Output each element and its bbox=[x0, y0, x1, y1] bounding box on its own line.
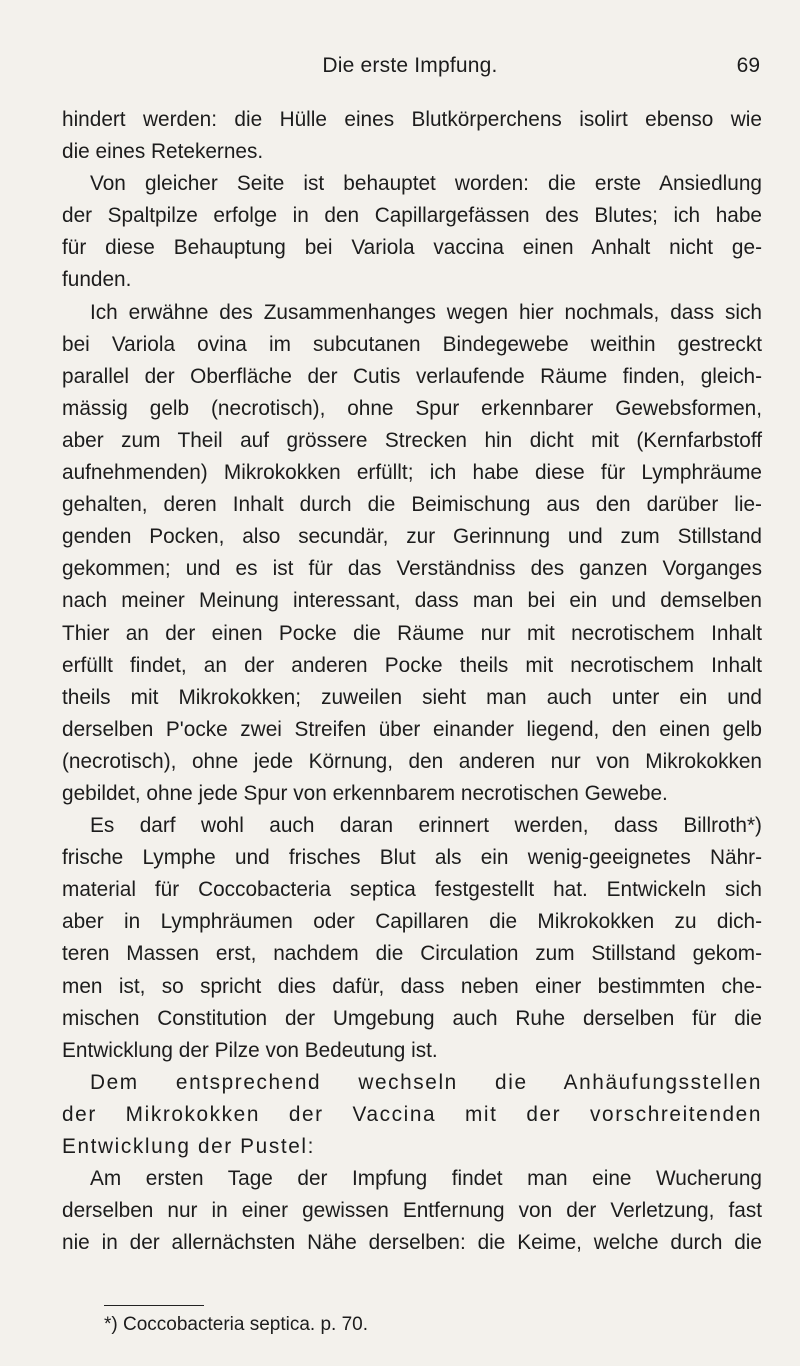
text-line: die eines Retekernes. bbox=[62, 140, 264, 164]
text-line: (necrotisch), ohne jede Körnung, den anderen nur von Mikrokokken bbox=[62, 749, 762, 773]
text-line: parallel der Oberfläche der Cutis verlaufende Räume finden, gleich- bbox=[62, 364, 762, 388]
text-line: funden. bbox=[62, 268, 132, 292]
footnote-divider bbox=[104, 1305, 204, 1306]
text-line: mischen Constitution der Umgebung auch Ruhe derselben für die bbox=[62, 1006, 762, 1030]
text-line: nach meiner Meinung interessant, dass man bei ein und demselben bbox=[62, 589, 762, 613]
text-line: genden Pocken, also secundär, zur Gerinnung und zum Stillstand bbox=[62, 525, 762, 549]
text-line: gebildet, ohne jede Spur von erkennbarem necrotischen Gewebe. bbox=[62, 781, 668, 805]
text-line: aber in Lymphräumen oder Capillaren die Mikrokokken zu dich- bbox=[62, 910, 762, 934]
text-line: Entwicklung der Pilze von Bedeutung ist. bbox=[62, 1038, 438, 1062]
text-line: men ist, so spricht dies dafür, dass neben einer bestimmten che- bbox=[62, 974, 762, 998]
page-header bbox=[60, 54, 760, 84]
text-line: Es darf wohl auch daran erinnert werden, dass Billroth*) bbox=[90, 814, 762, 838]
text-line: Am ersten Tage der Impfung findet man eine Wucherung bbox=[90, 1167, 762, 1191]
text-line: mässig gelb (necrotisch), ohne Spur erkennbarer Gewebsformen, bbox=[62, 396, 762, 420]
text-line: nie in der allernächsten Nähe derselben: die Keime, welche durch die bbox=[62, 1231, 762, 1255]
text-line: derselben nur in einer gewissen Entfernung von der Verletzung, fast bbox=[62, 1199, 762, 1223]
text-line: Von gleicher Seite ist behauptet worden: die erste Ansiedlung bbox=[90, 172, 762, 196]
text-line: Ich erwähne des Zusammenhanges wegen hier nochmals, dass sich bbox=[90, 300, 762, 324]
text-line: derselben P'ocke zwei Streifen über einander liegend, den einen gelb bbox=[62, 717, 762, 741]
page-number: 69 bbox=[736, 54, 760, 77]
text-line: Dem entsprechend wechseln die Anhäufungsstellen bbox=[90, 1070, 762, 1094]
text-line: hindert werden: die Hülle eines Blutkörperchens isolirt ebenso wie bbox=[62, 108, 762, 131]
text-line: teren Massen erst, nachdem die Circulation zum Stillstand gekom- bbox=[62, 942, 762, 966]
text-line: aber zum Theil auf grössere Strecken hin dicht mit (Kernfarbstoff bbox=[62, 428, 762, 452]
text-line: theils mit Mikrokokken; zuweilen sieht man auch unter ein und bbox=[62, 685, 762, 709]
text-line: für diese Behauptung bei Variola vaccina einen Anhalt nicht ge- bbox=[62, 236, 762, 260]
text-line: bei Variola ovina im subcutanen Bindegewebe weithin gestreckt bbox=[62, 332, 762, 356]
running-title: Die erste Impfung. bbox=[322, 54, 498, 77]
text-line: gehalten, deren Inhalt durch die Beimischung aus den darüber lie- bbox=[62, 493, 762, 517]
text-line: erfüllt findet, an der anderen Pocke theils mit necrotischem Inhalt bbox=[62, 653, 762, 677]
text-line: Thier an der einen Pocke die Räume nur mit necrotischem Inhalt bbox=[62, 621, 762, 645]
text-line: aufnehmenden) Mikrokokken erfüllt; ich habe diese für Lymphräume bbox=[62, 461, 762, 485]
body-text bbox=[62, 104, 762, 1259]
footnote: *) Coccobacteria septica. p. 70. bbox=[104, 1314, 369, 1335]
text-line: material für Coccobacteria septica festgestellt hat. Entwickeln sich bbox=[62, 878, 762, 902]
text-line: der Spaltpilze erfolge in den Capillargefässen des Blutes; ich habe bbox=[62, 204, 762, 228]
text-line: Entwicklung der Pustel: bbox=[62, 1135, 315, 1158]
text-line: frische Lymphe und frisches Blut als ein wenig-geeignetes Nähr- bbox=[62, 846, 762, 870]
text-line: der Mikrokokken der Vaccina mit der vorschreitenden bbox=[62, 1102, 762, 1126]
text-line: gekommen; und es ist für das Verständniss des ganzen Vorganges bbox=[62, 557, 762, 581]
